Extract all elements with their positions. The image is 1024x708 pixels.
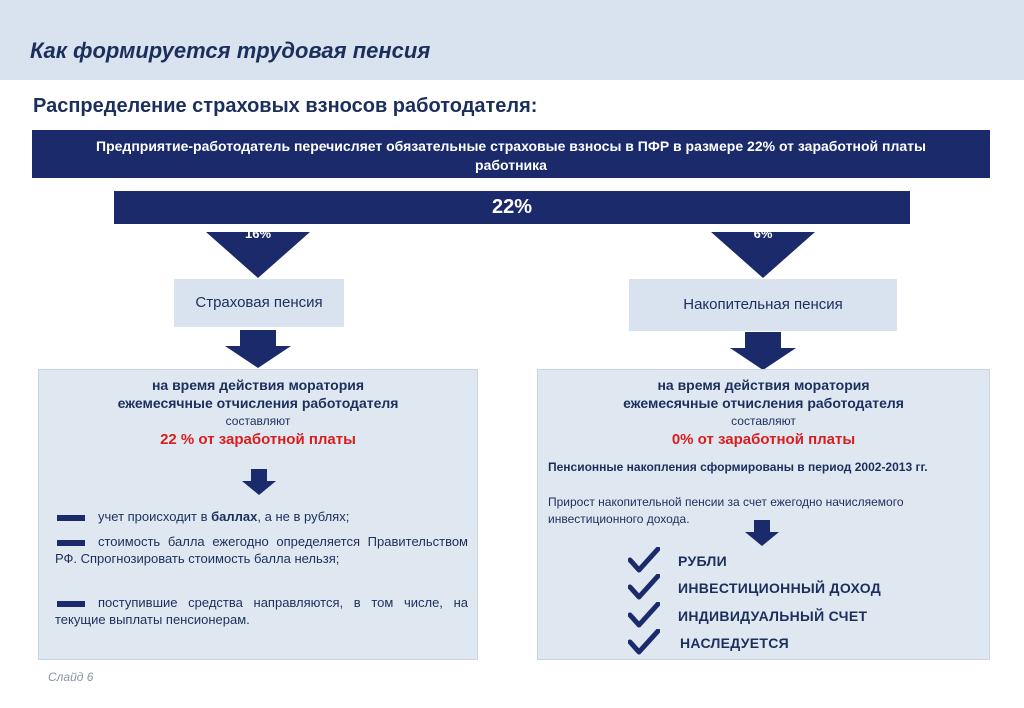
right-percent: 6%	[753, 226, 773, 241]
total-percent-bar: 22%	[114, 191, 910, 224]
right-panel-small-text: составляют	[731, 414, 796, 428]
left-percent: 16%	[244, 226, 272, 241]
investment-income-note: Прирост накопительной пенсии за счет ежегодно начисляемого инвестиционного дохода.	[548, 495, 904, 526]
accumulation-period-note: Пенсионные накопления сформированы в период 2002-2013 гг.	[548, 460, 928, 474]
left-panel-head-line2: ежемесячные отчисления работодателя	[117, 395, 399, 411]
left-small-arrow-icon	[242, 469, 276, 497]
left-bullet-2: стоимость балла ежегодно определяется Правительством РФ. Спрогнозировать стоимость балла нельзя;	[55, 534, 468, 566]
bullet-dash-icon	[57, 515, 85, 521]
insurance-pension-box: Страховая пенсия	[174, 279, 344, 327]
check-label: НАСЛЕДУЕТСЯ	[680, 635, 790, 651]
check-icon	[628, 574, 660, 600]
left-panel-red-text: 22 % от заработной платы	[160, 431, 356, 448]
section-heading: Распределение страховых взносов работодателя:	[33, 95, 538, 117]
check-label: ИНВЕСТИЦИОННЫЙ ДОХОД	[678, 580, 882, 596]
slide-title: Как формируется трудовая пенсия	[30, 38, 431, 63]
check-icon	[628, 547, 660, 573]
right-panel-red-text: 0% от заработной платы	[671, 431, 856, 448]
left-panel-head-line1: на время действия моратория	[151, 377, 365, 393]
check-icon	[628, 602, 660, 628]
slide-number: Слайд 6	[48, 670, 94, 684]
check-icon	[628, 629, 660, 655]
check-label: РУБЛИ	[678, 553, 727, 569]
left-bullet-1: учет происходит в баллах, а не в рублях;	[98, 509, 350, 524]
right-panel-head-line2: ежемесячные отчисления работодателя	[623, 395, 904, 411]
left-bullet-3: поступившие средства направляются, в том числе, на текущие выплаты пенсионерам.	[55, 595, 468, 627]
top-banner: Предприятие-работодатель перечисляет обязательные страховые взносы в ПФР в размере 22% от заработной платы работника	[32, 130, 990, 178]
right-small-arrow-icon	[745, 520, 779, 548]
check-label: ИНДИВИДУАЛЬНЫЙ СЧЕТ	[678, 608, 868, 624]
right-mid-arrow-icon	[730, 332, 796, 372]
right-panel-head-line1: на время действия моратория	[657, 377, 870, 393]
left-panel-small-text: составляют	[225, 414, 291, 428]
funded-pension-box: Накопительная пенсия	[629, 279, 897, 331]
left-mid-arrow-icon	[225, 330, 291, 370]
